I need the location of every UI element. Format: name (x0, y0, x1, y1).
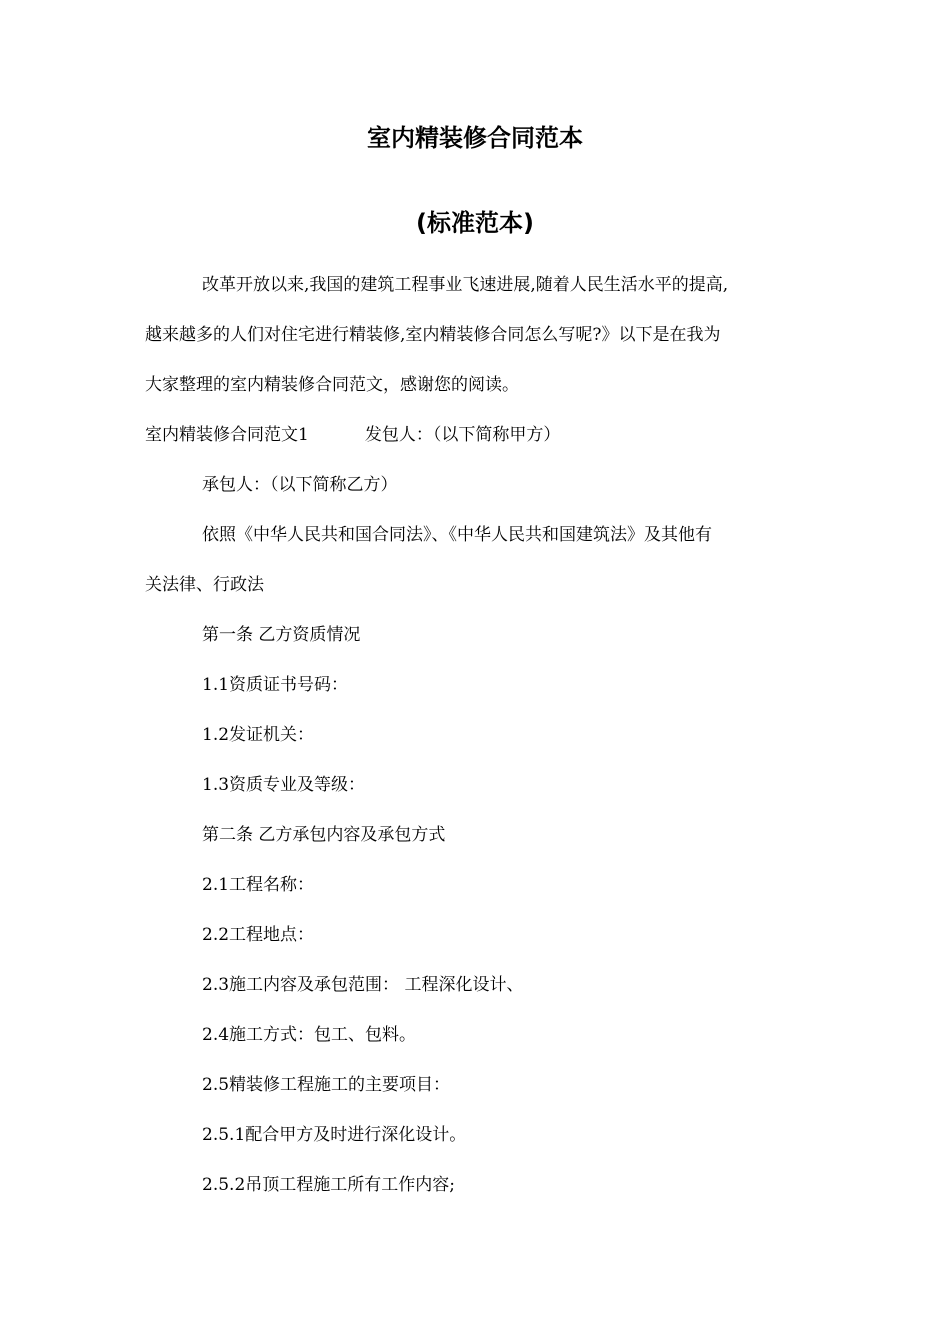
sample-heading: 室内精装修合同范文1 (145, 425, 309, 445)
clause-1-1: 1.1资质证书号码： (202, 675, 349, 695)
clause-2-1: 2.1工程名称： (202, 875, 315, 895)
clause-2-5-1: 2.5.1配合甲方及时进行深化设计。 (202, 1125, 467, 1145)
basis-line-1: 依照《中华人民共和国合同法》、《中华人民共和国建筑法》及其他有 (202, 525, 712, 545)
document-subtitle: (标准范本) (416, 209, 534, 237)
party-a-label: 发包人：（以下简称甲方） (364, 425, 561, 445)
clause-2-5-2: 2.5.2吊顶工程施工所有工作内容; (202, 1175, 455, 1195)
intro-line-2: 越来越多的人们对住宅进行精装修,室内精装修合同怎么写呢?》以下是在我为 (145, 325, 721, 345)
clause-1-2: 1.2发证机关： (202, 725, 315, 745)
clause-2-3: 2.3施工内容及承包范围： 工程深化设计、 (202, 975, 524, 995)
sample-heading-row (145, 423, 560, 447)
intro-line-1: 改革开放以来,我国的建筑工程事业飞速进展,随着人民生活水平的提高, (202, 275, 729, 295)
document-title: 室内精装修合同范本 (367, 124, 583, 152)
article-1-heading: 第一条 乙方资质情况 (202, 625, 361, 645)
clause-2-4: 2.4施工方式：包工、包料。 (202, 1025, 417, 1045)
clause-2-2: 2.2工程地点： (202, 925, 315, 945)
clause-1-3: 1.3资质专业及等级： (202, 775, 366, 795)
article-2-heading: 第二条 乙方承包内容及承包方式 (202, 825, 446, 845)
intro-line-3: 大家整理的室内精装修合同范文，感谢您的阅读。 (145, 375, 519, 395)
clause-2-5: 2.5精装修工程施工的主要项目： (202, 1075, 451, 1095)
basis-line-2: 关法律、行政法 (145, 575, 264, 595)
party-b-label: 承包人：（以下简称乙方） (202, 475, 398, 495)
